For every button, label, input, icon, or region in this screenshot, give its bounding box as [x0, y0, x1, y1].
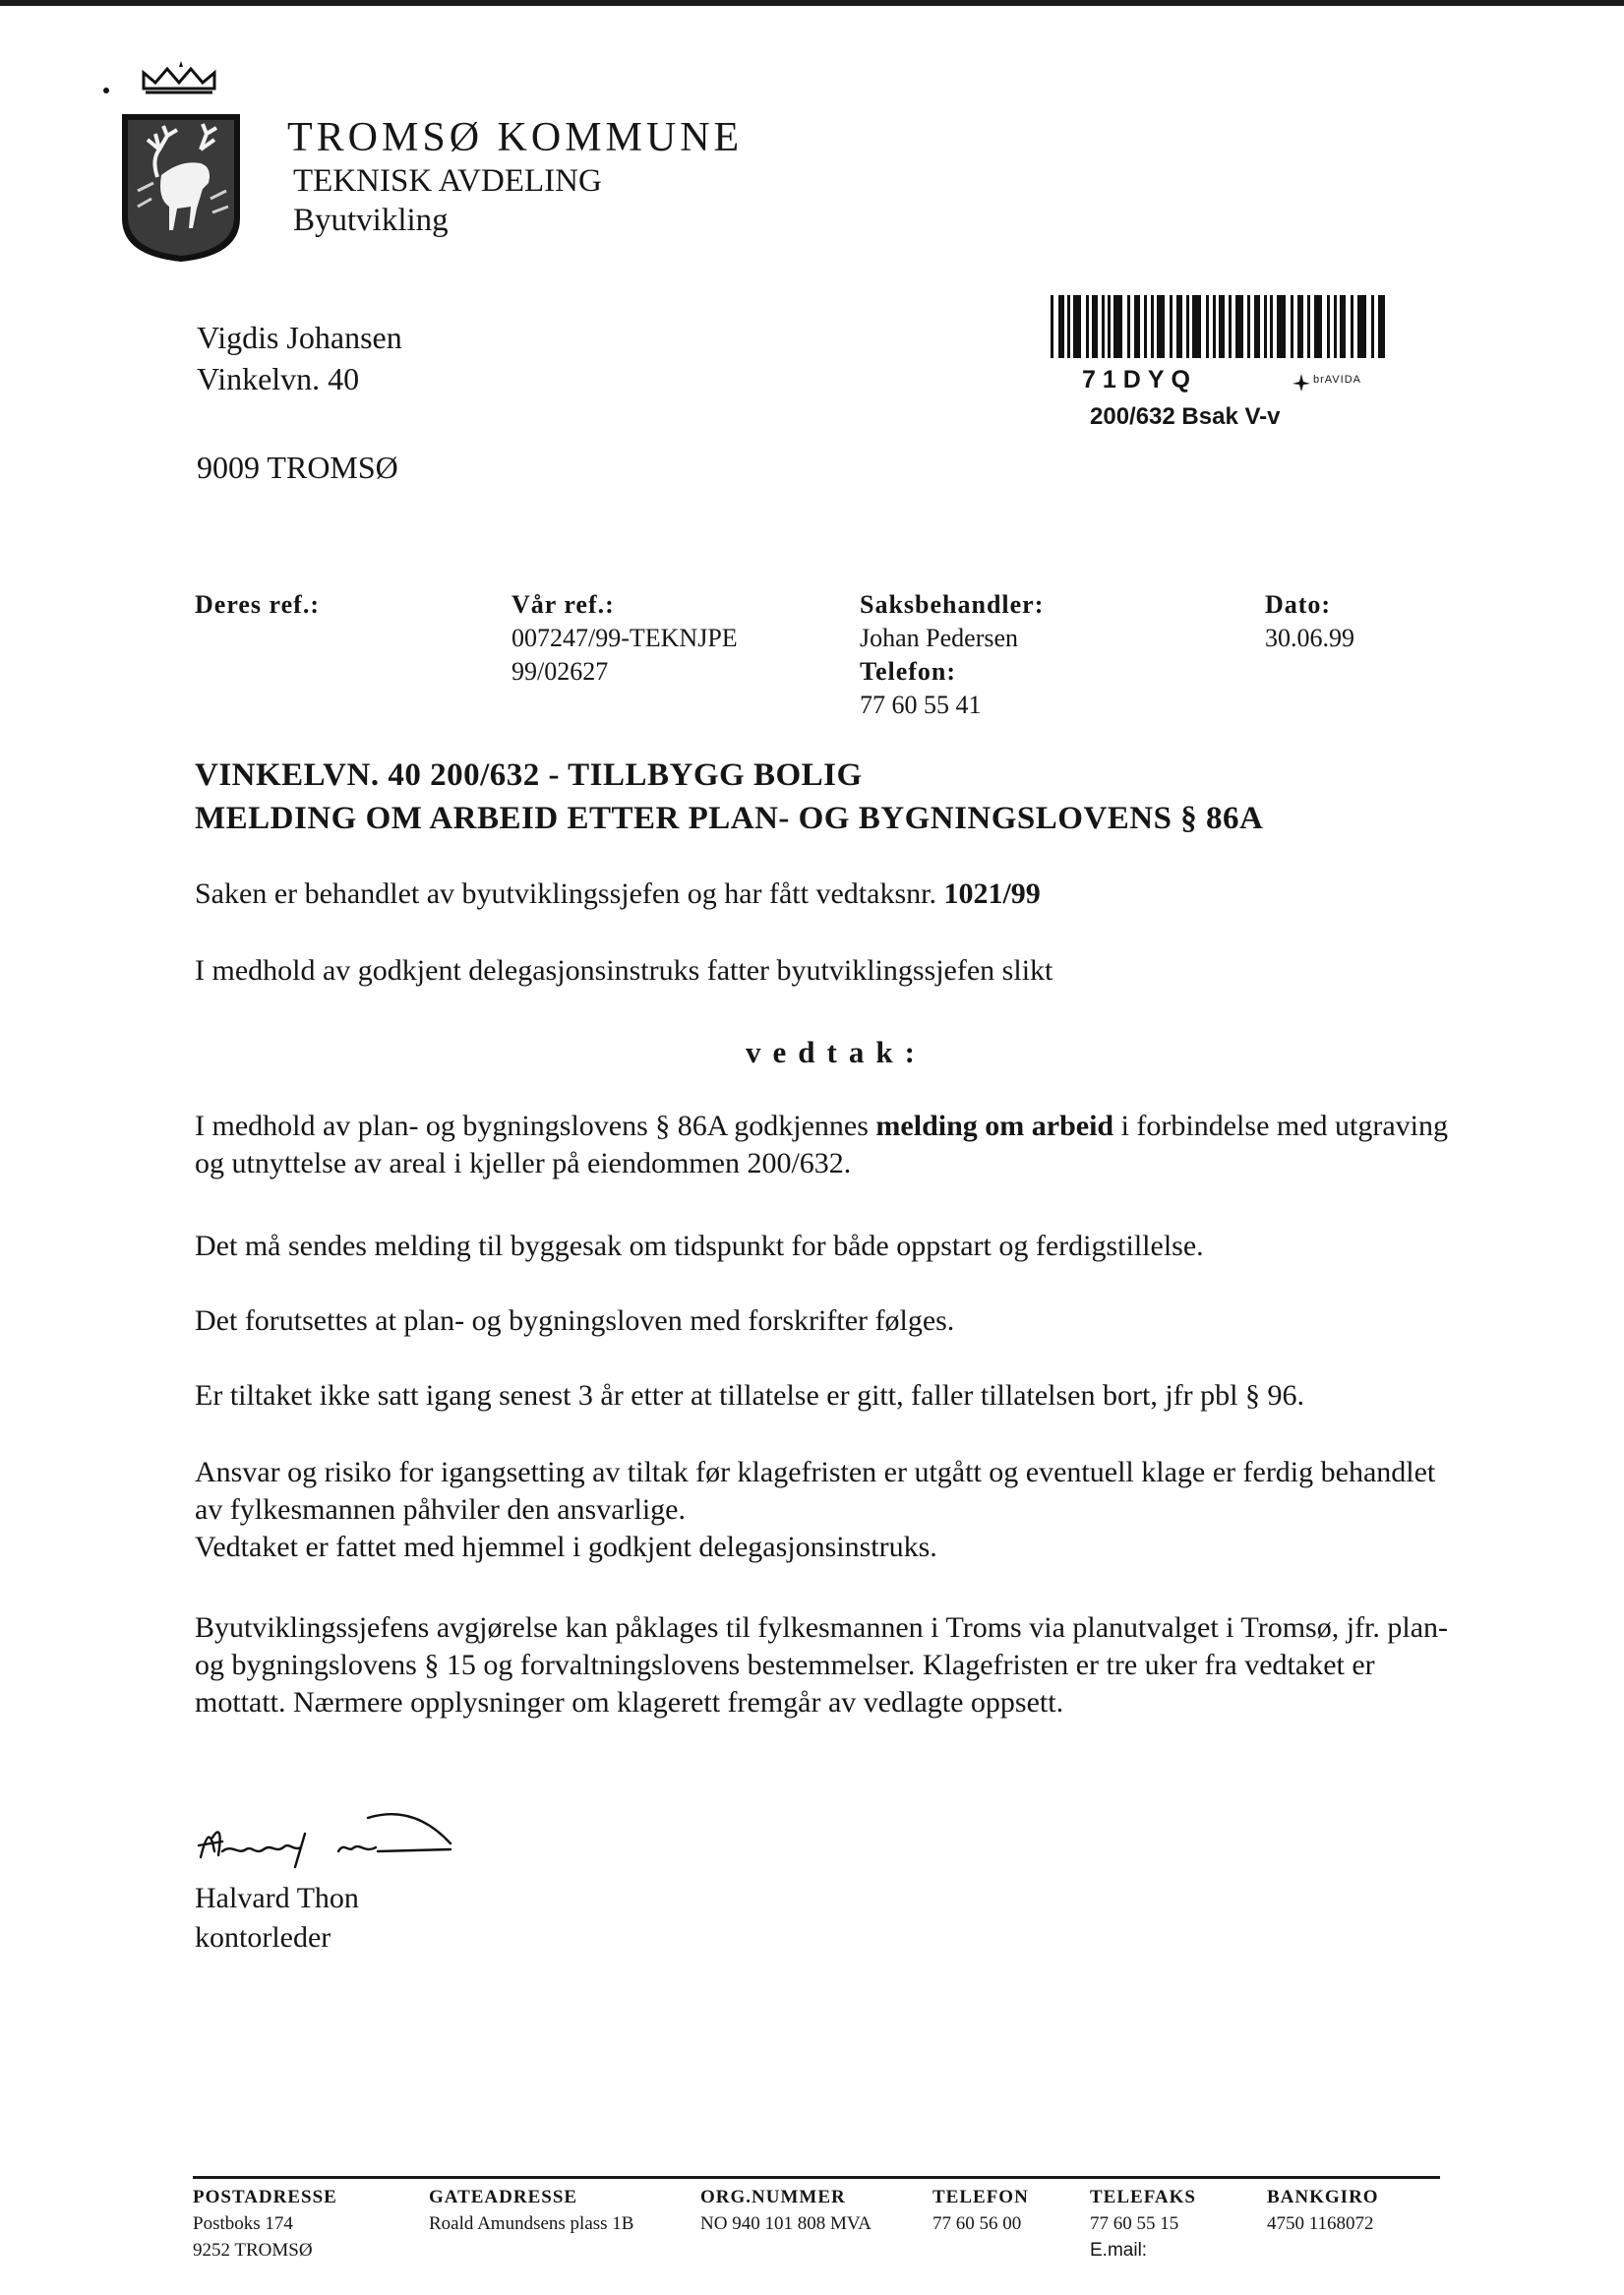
gateadresse-label: GATEADRESSE — [429, 2187, 578, 2207]
barcode-icon — [1051, 295, 1385, 358]
postadresse-line1: Postboks 174 — [193, 2213, 293, 2234]
footer-telefaks — [1090, 2184, 1196, 2264]
paragraph-regulations: Det forutsettes at plan- og bygningsloven med forskrifter følges. — [195, 1304, 955, 1337]
saksbehandler-name: Johan Pedersen — [860, 624, 1019, 652]
dato-value: 30.06.99 — [1265, 624, 1354, 652]
footer-telefon-label: TELEFON — [932, 2187, 1029, 2207]
signer-title: kontorleder — [195, 1921, 331, 1954]
footer-divider — [193, 2176, 1440, 2179]
email-label: E.mail: — [1090, 2240, 1148, 2261]
recipient-address — [197, 317, 402, 488]
ref-deres — [195, 588, 320, 622]
bankgiro-value: 4750 1168072 — [1267, 2213, 1374, 2234]
p7b: Vedtaket er fattet med hjemmel i godkjent delegasjonsinstruks. — [195, 1531, 937, 1563]
paragraph-delegation: I medhold av godkjent delegasjonsinstruks fatter byutviklingssjefen slikt — [195, 954, 1053, 987]
telefaks-value: 77 60 55 15 — [1090, 2213, 1179, 2234]
gateadresse-value: Roald Amundsens plass 1B — [429, 2213, 634, 2234]
p1-text: Saken er behandlet av byutviklingssjefen og har fått vedtaksnr. — [195, 877, 944, 910]
footer-telefon — [932, 2184, 1029, 2237]
paragraph-approval — [195, 1108, 1464, 1182]
var-ref-line1: 007247/99-TEKNJPE — [511, 624, 738, 652]
decision-number: 1021/99 — [943, 877, 1041, 910]
saksbehandler-label: Saksbehandler: — [860, 590, 1045, 619]
var-ref-line2: 99/02627 — [511, 657, 609, 686]
section-name: Byutvikling — [293, 203, 449, 238]
bankgiro-label: BANKGIRO — [1267, 2187, 1379, 2207]
p7a: Ansvar og risiko for igangsetting av tiltak før klagefristen er utgått og eventuell klage er ferdig behandlet av fylkesmannen påhviler den ansvarlige. — [195, 1456, 1436, 1526]
paragraph-appeal: Byutviklingssjefens avgjørelse kan påklages til fylkesmannen i Troms via planutvalget i Tromsø, jfr. plan- og bygningslovens § 15 og forvaltningslovens bestemmelser. Klagefristen er tre uker fra vedtaket er mottatt. Nærmere opplysninger om klagerett fremgår av vedlagte oppsett. — [195, 1611, 1449, 1719]
postadresse-label: POSTADRESSE — [193, 2187, 337, 2207]
paragraph-expiry: Er tiltaket ikke satt igang senest 3 år etter at tillatelse er gitt, faller tillatelsen bort, jfr pbl § 96. — [195, 1379, 1304, 1412]
p3-after: i forbindelse med utgraving og utnyttelse av areal i kjeller på eiendommen 200/632. — [195, 1110, 1449, 1179]
footer-telefon-value: 77 60 56 00 — [932, 2213, 1022, 2234]
subject-heading — [195, 754, 1263, 840]
signer-block — [195, 1879, 359, 1958]
recipient-postal: 9009 TROMSØ — [197, 450, 398, 485]
subject-line1: VINKELVN. 40 200/632 - TILLBYGG BOLIG — [195, 757, 863, 793]
p3-bold: melding om arbeid — [875, 1110, 1114, 1142]
vedtak-heading: vedtak: — [746, 1035, 927, 1069]
paragraph-notification: Det må sendes melding til byggesak om tidspunkt for både oppstart og ferdigstillelse. — [195, 1230, 1204, 1262]
org-name: TROMSØ KOMMUNE — [287, 115, 744, 160]
footer-postadresse — [193, 2184, 337, 2264]
telefon-value: 77 60 55 41 — [860, 691, 982, 719]
ref-dato — [1265, 588, 1354, 655]
footer-gateadresse — [429, 2184, 633, 2237]
ref-saksbehandler — [860, 588, 1044, 722]
paragraph-case-handled — [195, 876, 1464, 913]
municipal-crest-icon — [98, 61, 256, 268]
barcode-brand: brAVIDA — [1313, 374, 1361, 386]
barcode-code: 71DYQ — [1082, 366, 1197, 393]
barcode-case-number: 200/632 Bsak V-v — [1090, 403, 1281, 430]
postadresse-line2: 9252 TROMSØ — [193, 2240, 313, 2261]
top-border — [0, 0, 1624, 6]
orgnummer-label: ORG.NUMMER — [700, 2187, 846, 2207]
handwritten-signature-icon — [193, 1808, 468, 1875]
telefaks-label: TELEFAKS — [1090, 2187, 1196, 2207]
deres-ref-label: Deres ref.: — [195, 590, 320, 619]
bravida-logo-icon — [1291, 372, 1312, 393]
recipient-name: Vigdis Johansen — [197, 320, 402, 355]
var-ref-label: Vår ref.: — [511, 590, 615, 619]
department-name: TEKNISK AVDELING — [293, 163, 602, 199]
ref-var — [511, 588, 738, 689]
subject-line2: MELDING OM ARBEID ETTER PLAN- OG BYGNINGSLOVENS § 86A — [195, 801, 1264, 836]
recipient-street: Vinkelvn. 40 — [197, 361, 360, 396]
telefon-label: Telefon: — [860, 657, 957, 686]
paragraph-responsibility — [195, 1454, 1464, 1566]
orgnummer-value: NO 940 101 808 MVA — [700, 2213, 872, 2234]
footer-bankgiro — [1267, 2184, 1379, 2237]
p3-before: I medhold av plan- og bygningslovens § 86A godkjennes — [195, 1110, 876, 1142]
dato-label: Dato: — [1265, 590, 1332, 619]
signer-name: Halvard Thon — [195, 1882, 359, 1914]
footer-orgnummer — [700, 2184, 872, 2237]
